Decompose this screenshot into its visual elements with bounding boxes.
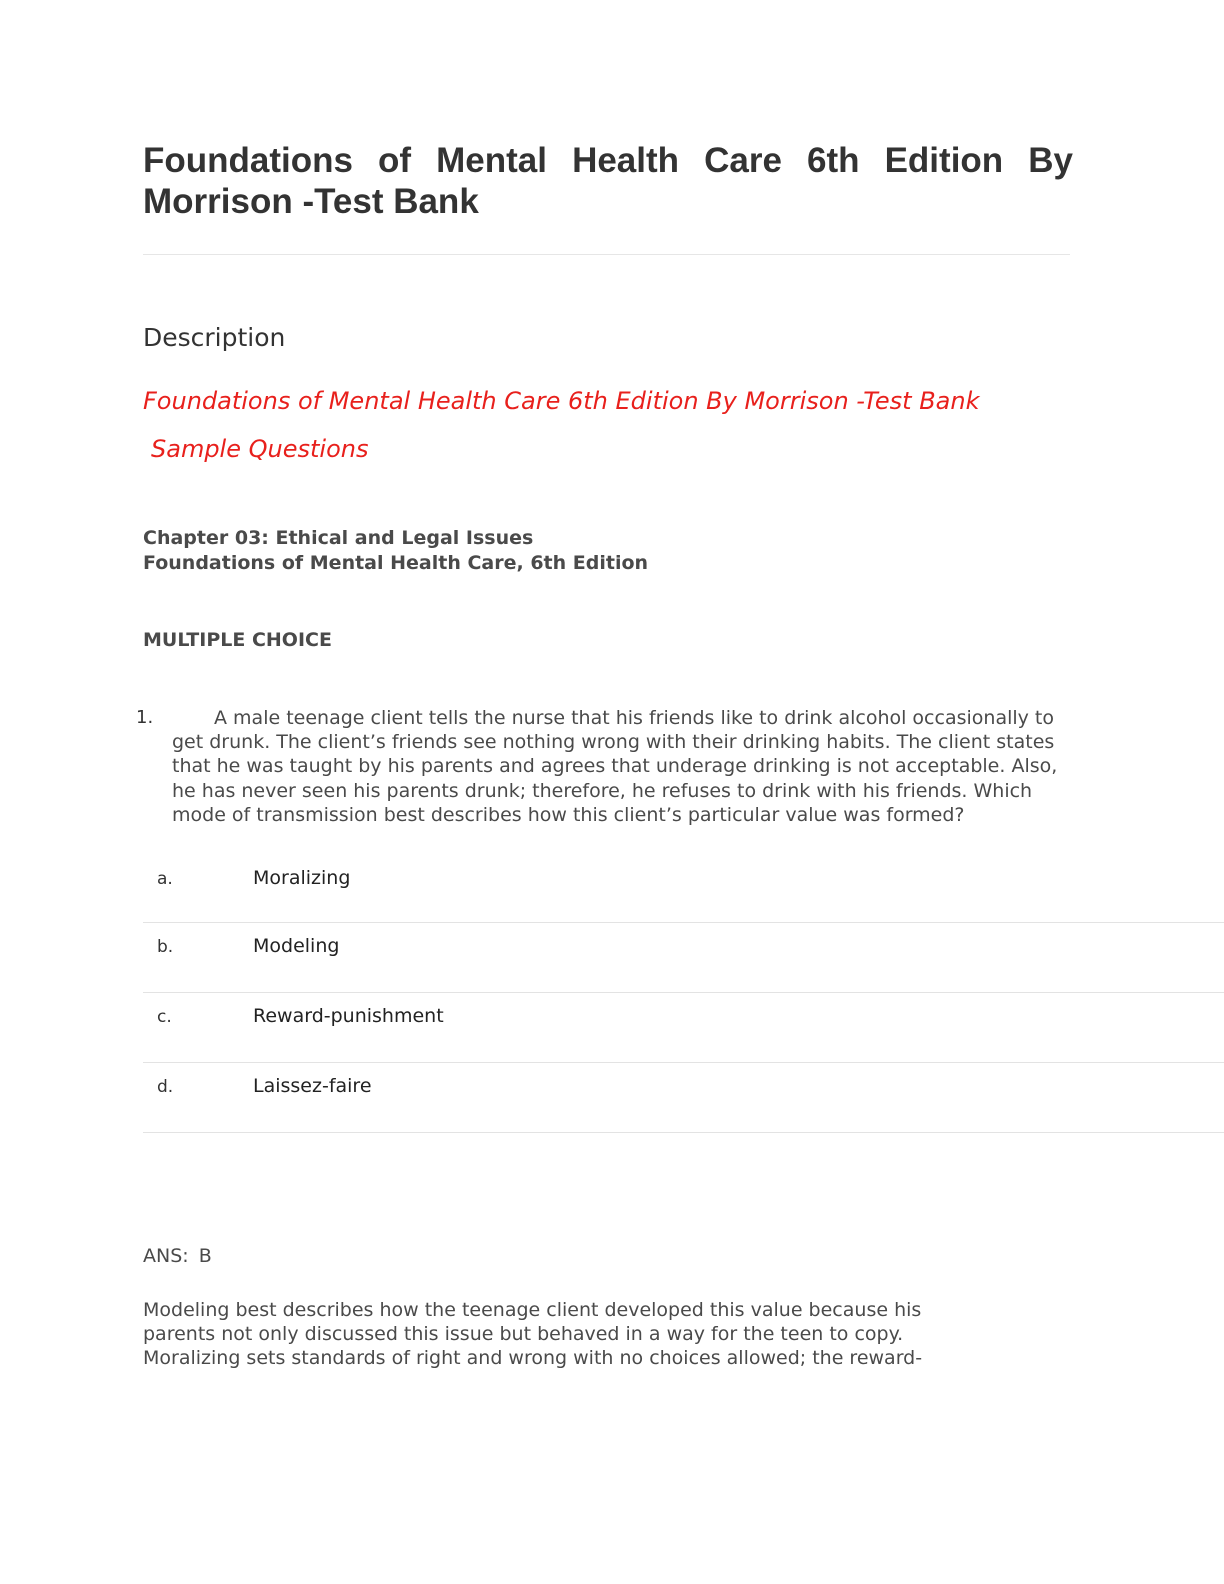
- rationale-line: Modeling best describes how the teenage client developed this value because his: [143, 1299, 922, 1321]
- page-title: Foundations of Mental Health Care 6th Edition By Morrison -Test Bank: [143, 141, 1073, 221]
- option-text: Moralizing: [253, 867, 351, 889]
- chapter-title: Chapter 03: Ethical and Legal Issues: [143, 527, 534, 549]
- answer-key: ANS: B: [143, 1245, 212, 1267]
- question-number: 1.: [136, 707, 154, 728]
- book-edition: Foundations of Mental Health Care, 6th Edition: [143, 552, 649, 574]
- rationale: [143, 1298, 1043, 1371]
- option-letter: c.: [157, 1007, 172, 1027]
- option-row: [143, 855, 1224, 923]
- description-heading: Description: [143, 323, 286, 352]
- rationale-line: Moralizing sets standards of right and wrong with no choices allowed; the reward-: [143, 1347, 923, 1370]
- option-row: [143, 993, 1224, 1063]
- sample-questions-label: Sample Questions: [151, 435, 369, 463]
- option-text: Modeling: [253, 935, 340, 957]
- option-letter: d.: [157, 1077, 174, 1097]
- rationale-line: parents not only discussed this issue but behaved in a way for the teen to copy.: [143, 1323, 904, 1346]
- option-text: Reward-punishment: [253, 1005, 444, 1027]
- question-type-heading: MULTIPLE CHOICE: [143, 629, 332, 651]
- option-row: [143, 923, 1224, 993]
- question-text: A male teenage client tells the nurse that his friends like to drink alcohol occasionally to get drunk. The client’s friends see nothing wrong with their drinking habits. The client states that he was taught by his parents and agrees that underage drinking is not acceptable. Also, he has never seen his parents drunk; therefore, he refuses to drink with his friends. Which mode of transmission best describes how this client’s particular value was formed?: [172, 707, 1058, 826]
- chapter-header: [143, 526, 648, 576]
- title-divider: [143, 254, 1070, 255]
- option-row: [143, 1063, 1224, 1133]
- option-text: Laissez-faire: [253, 1075, 372, 1097]
- option-letter: a.: [157, 869, 173, 889]
- option-letter: b.: [157, 937, 174, 957]
- highlighted-title: Foundations of Mental Health Care 6th Edition By Morrison -Test Bank: [143, 387, 980, 415]
- answer-options: [143, 855, 1224, 1133]
